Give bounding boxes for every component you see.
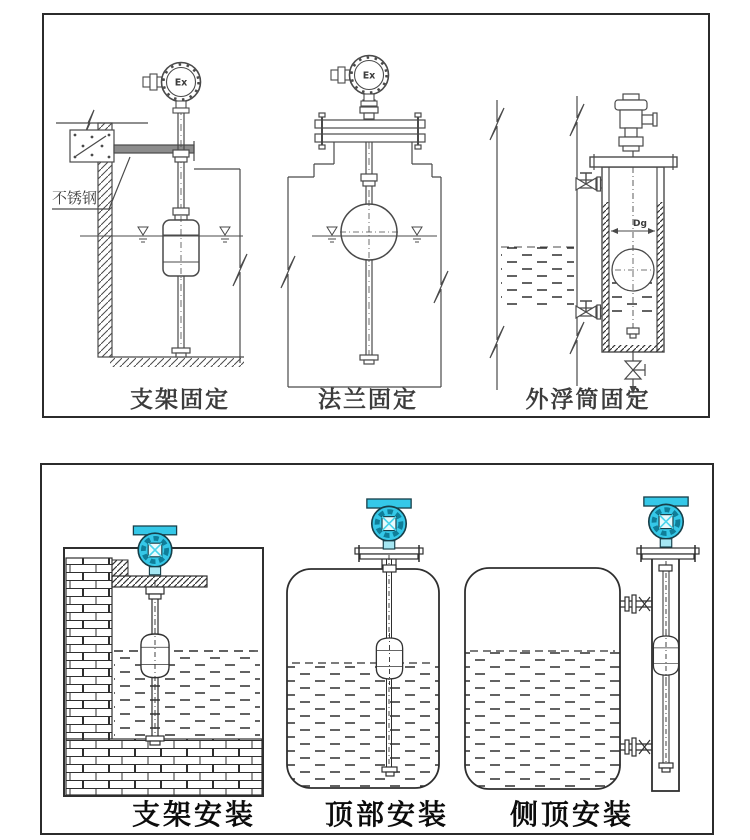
stem-end-stop — [627, 328, 639, 334]
ex-label: Ex — [362, 70, 376, 82]
brick-wall — [66, 558, 112, 739]
nozzle — [334, 142, 412, 164]
installation-styles-panel — [40, 463, 714, 835]
transmitter-head-icon — [644, 497, 688, 547]
float-icon — [163, 216, 199, 280]
stem-end-stop — [360, 355, 378, 360]
lower-connector-fitting — [620, 738, 652, 756]
caption-external-chamber-fixing: 外浮筒固定 — [525, 387, 651, 413]
tank-wall-break — [281, 177, 295, 387]
water-level-mark — [220, 227, 230, 242]
material-note: 不锈钢 — [52, 189, 98, 207]
water — [287, 663, 439, 788]
water-level-mark — [412, 227, 422, 242]
water-level-mark — [138, 227, 148, 242]
transmitter-head-icon — [143, 63, 201, 114]
stem-end-stop — [172, 348, 190, 353]
brick-base — [66, 739, 262, 795]
caption-bracket-fixing: 支架固定 — [130, 387, 230, 413]
tank-wall-break — [233, 169, 247, 363]
external-chamber-fixing-drawing — [444, 90, 709, 410]
transmitter-head-icon — [615, 94, 657, 157]
bracket-installation-drawing — [57, 500, 272, 800]
caption-flange-fixing: 法兰固定 — [318, 387, 418, 413]
upper-connector-fitting — [620, 595, 652, 613]
caption-bracket-installation: 支架安装 — [131, 798, 256, 831]
water — [501, 247, 574, 305]
wall-ledge — [112, 560, 128, 576]
tank-wall-break — [570, 96, 584, 386]
tank-wall-break — [490, 100, 504, 390]
stem-end-stop — [659, 763, 673, 768]
transmitter-head-icon — [331, 56, 389, 107]
stem-end-stop — [146, 736, 164, 741]
float-icon — [340, 200, 398, 264]
stem-end-stop — [382, 767, 397, 772]
mount-plate — [70, 130, 114, 162]
ex-label: Ex — [174, 77, 188, 89]
dg-label: Dg — [633, 219, 647, 229]
water-level-mark — [327, 227, 337, 242]
transmitter-head-icon — [133, 526, 176, 575]
side-top-installation-drawing — [457, 495, 707, 800]
water — [465, 651, 620, 789]
bracket-fixing-drawing — [52, 50, 302, 390]
bracket-arm — [112, 576, 207, 587]
transmitter-head-icon — [367, 499, 411, 549]
caption-side-top-installation: 侧顶安装 — [509, 798, 634, 831]
water — [114, 653, 260, 739]
fixing-methods-panel — [42, 13, 710, 418]
caption-top-installation: 顶部安装 — [324, 798, 449, 831]
